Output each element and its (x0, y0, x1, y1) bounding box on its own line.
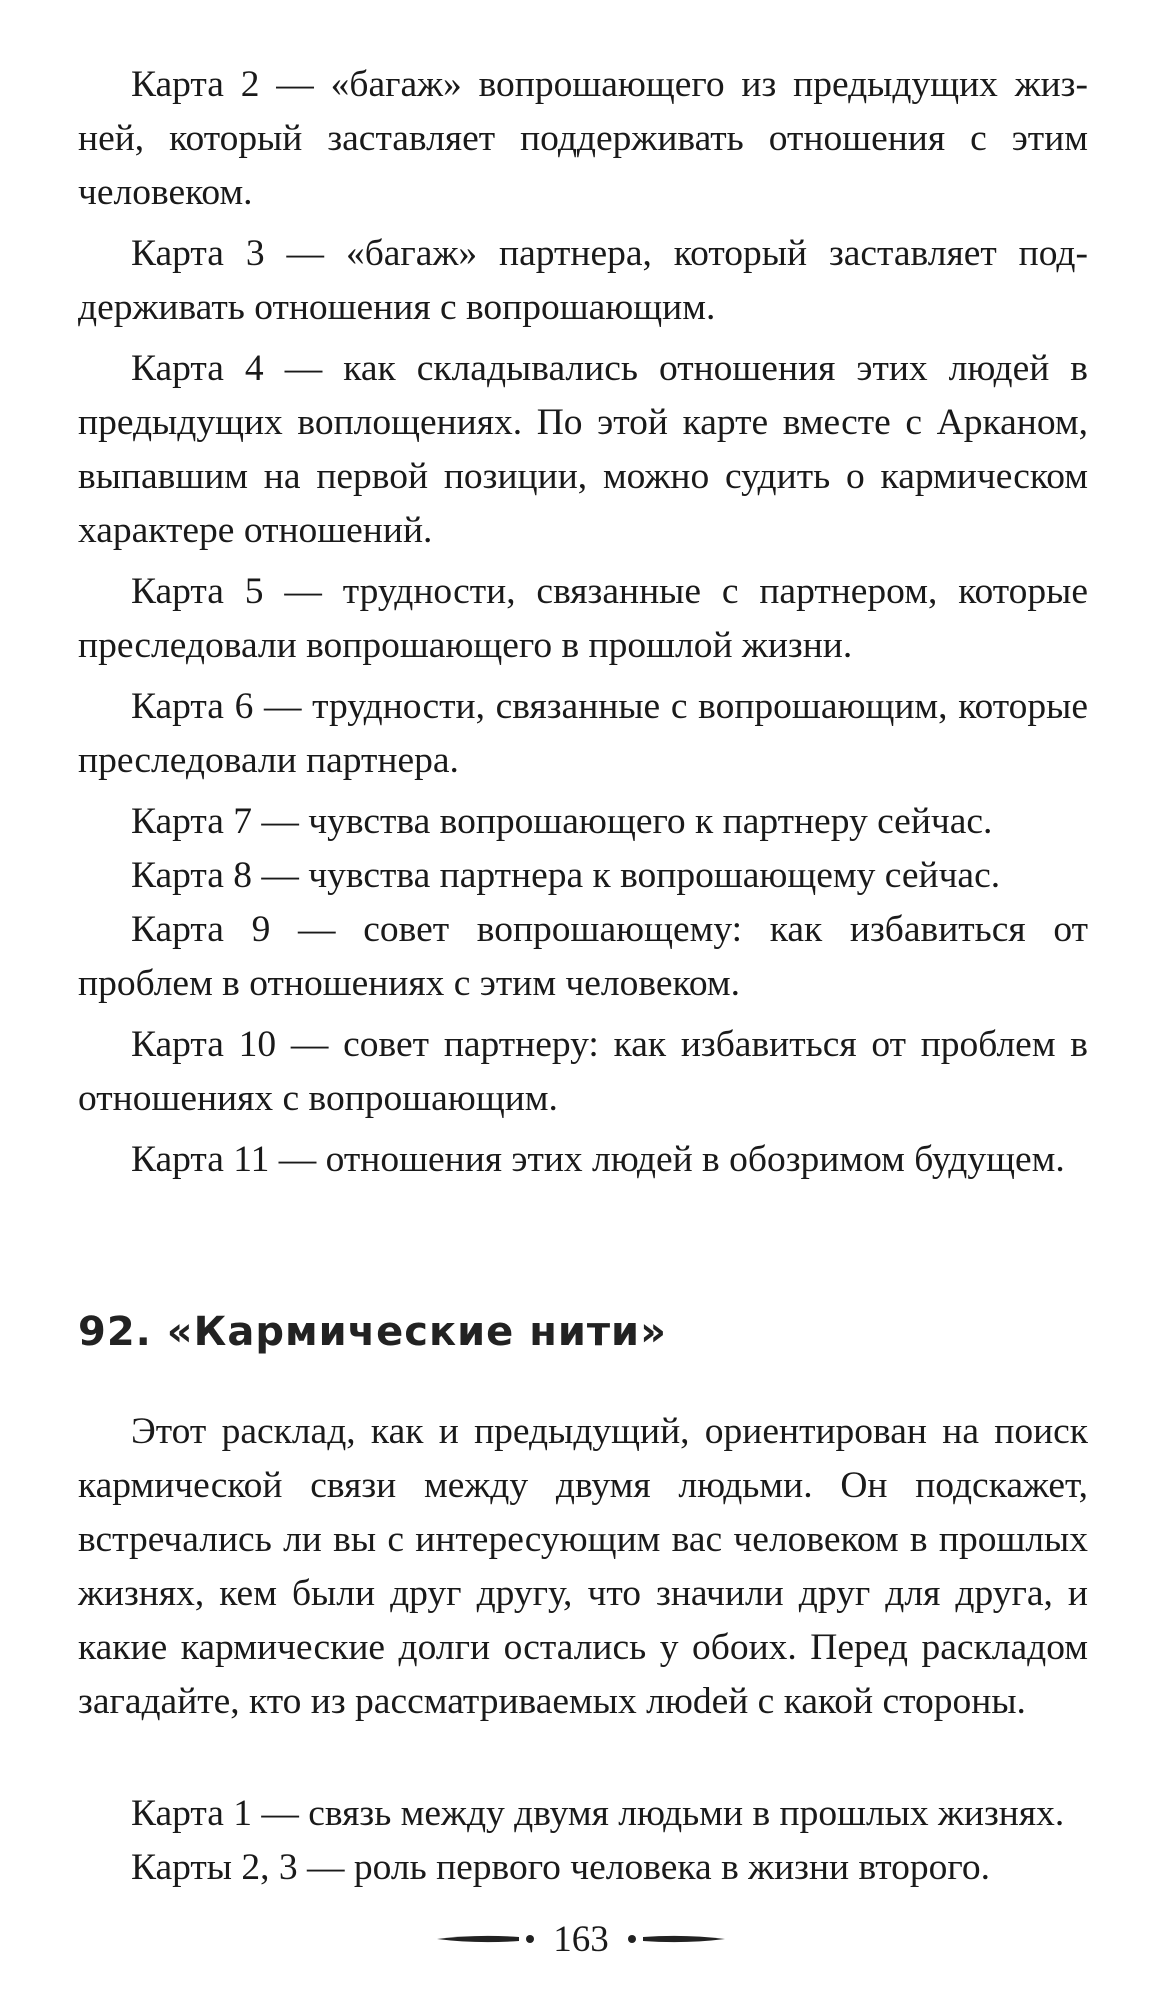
paragraph-cards-2-3: Карты 2, 3 — роль первого человека в жизни второго. (131, 1847, 990, 1888)
paragraph-card-8: Карта 8 — чувства партнера к вопрошающему сейчас. (131, 855, 1001, 896)
paragraph-card-3: Карта 3 — «багаж» партнера, который заставляет поддерживать отношения с вопрошающим. (78, 233, 1088, 328)
page-footer (0, 1912, 1162, 1966)
paragraph-card-9: Карта 9 — совет вопрошающему: как избавиться от проблем в отношениях с этим человеком. (78, 909, 1088, 1004)
right-ornament-icon (625, 1931, 725, 1947)
intro-paragraph: Этот расклад, как и предыдущий, ориентирован на поиск кармической связи между двумя людьми. Он подскажет, встречались ли вы с интересующим вас человеком в прошлых жизнях, кем были друг другу, что значили друг для друга, и какие кармические долги остались у обоих. Перед раскладом загадайте, кто из рассматриваемых люdей с какой стороны. (78, 1411, 1088, 1722)
paragraph-card-6: Карта 6 — трудности, связанные с вопрошающим, которые преследовали партнера. (78, 686, 1088, 781)
page-body (78, 58, 1088, 1895)
paragraph-card-7: Карта 7 — чувства вопрошающего к партнеру сейчас. (131, 801, 993, 842)
paragraph-card-2: Карта 2 — «багаж» вопрошающего из предыдущих жизней, который заставляет поддерживать отношения с этим человеком. (78, 64, 1088, 213)
paragraph-card-4: Карта 4 — как складывались отношения этих людей в предыдущих воплощениях. По этой карте вместе с Арканом, выпавшим на первой позиции, можно судить о кармическом характере отношений. (78, 348, 1088, 551)
section-heading: 92. «Кармические нити» (78, 1309, 667, 1355)
paragraph-card-5: Карта 5 — трудности, связанные с партнером, которые преследовали вопрошающего в прошлой жизни. (78, 571, 1088, 666)
left-ornament-icon (437, 1931, 537, 1947)
paragraph-card-11: Карта 11 — отношения этих людей в обозримом будущем. (131, 1139, 1065, 1180)
paragraph-card-10: Карта 10 — совет партнеру: как избавиться от проблем в отношениях с вопрошающим. (78, 1024, 1088, 1119)
page-number: 163 (553, 1918, 609, 1960)
paragraph-card-1: Карта 1 — связь между двумя людьми в прошлых жизнях. (131, 1793, 1065, 1834)
